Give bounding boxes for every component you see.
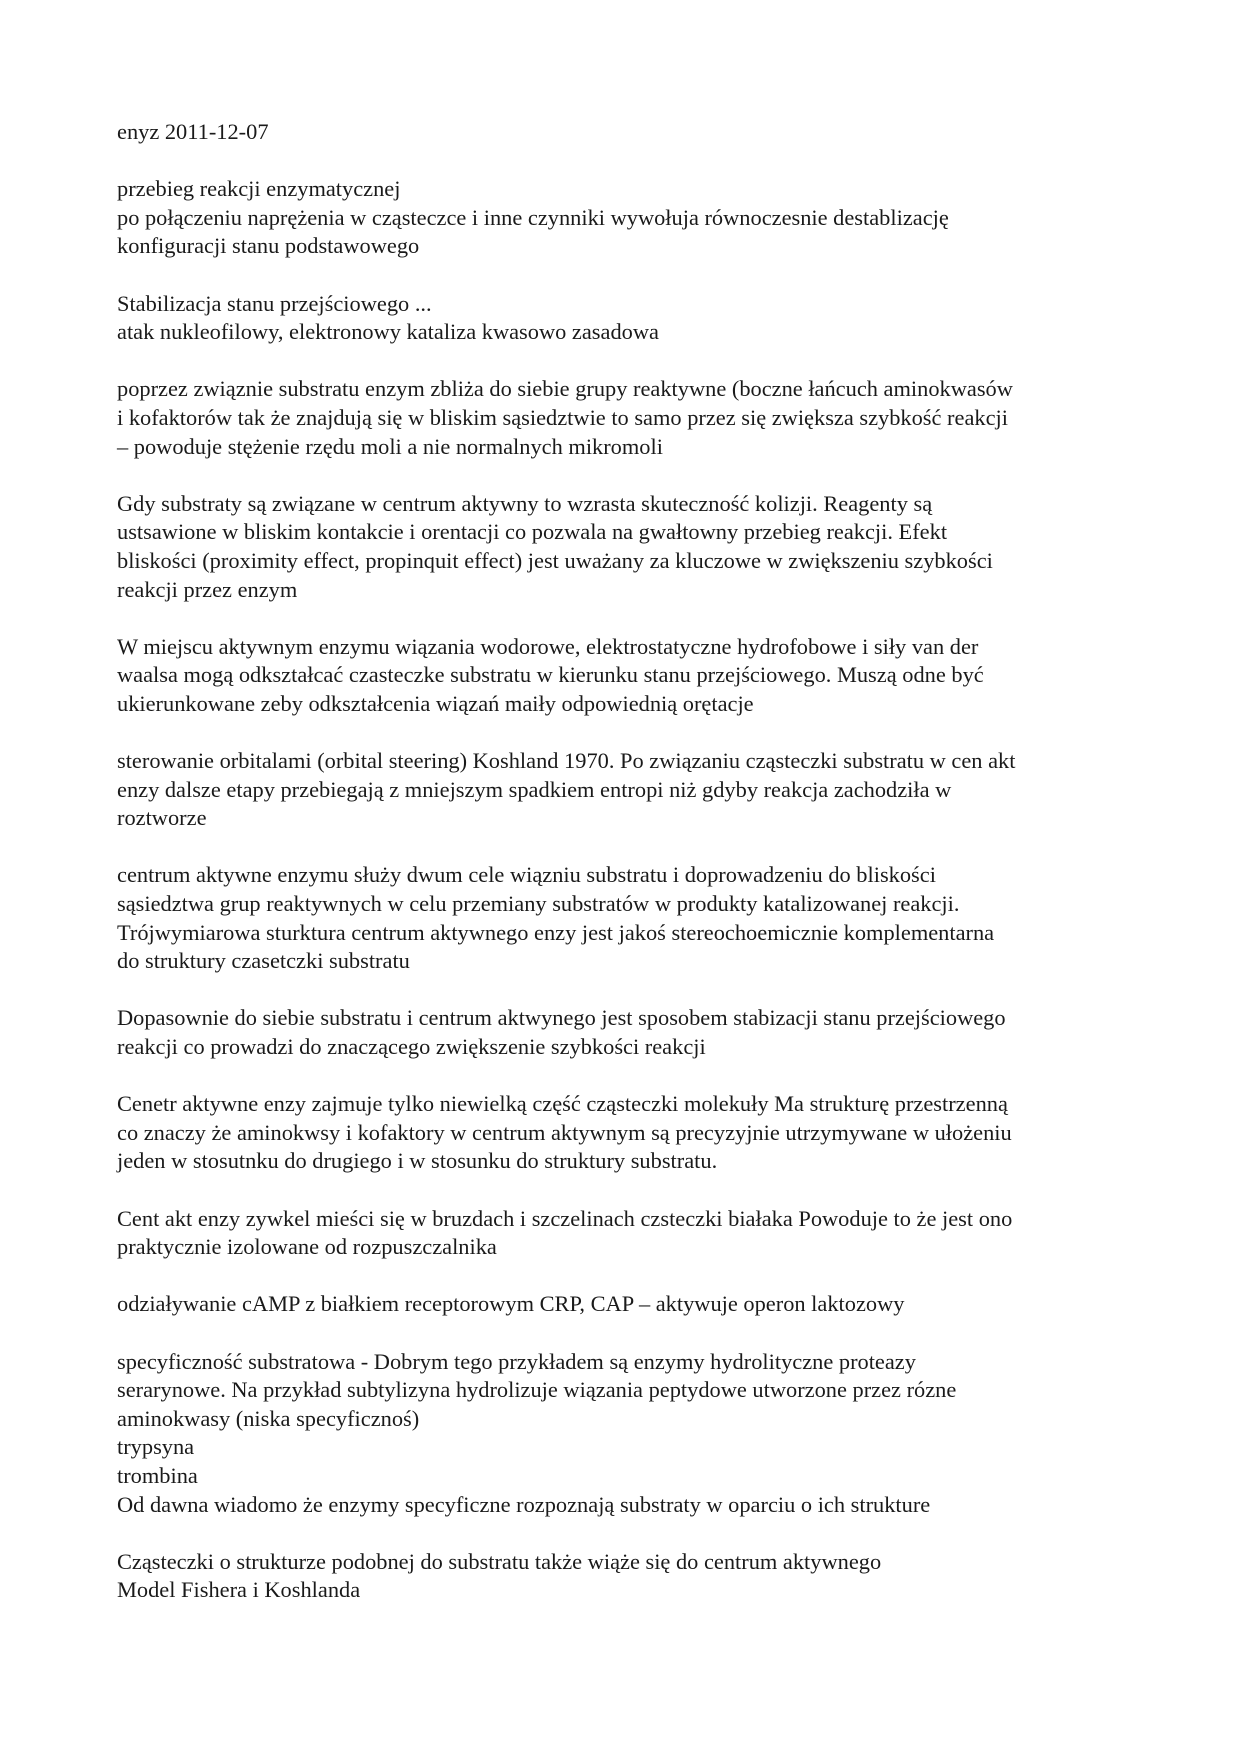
text-line: jeden w stosutnku do drugiego i w stosunku do struktury substratu. xyxy=(117,1148,718,1174)
text-line: Model Fishera i Koshlanda xyxy=(117,1577,361,1603)
text-line: co znaczy że aminokwsy i kofaktory w centrum aktywnym są precyzyjnie utrzymywane w ułożeniu xyxy=(117,1119,1012,1145)
text-line: Stabilizacja stanu przejściowego ... xyxy=(117,290,432,316)
text-line: roztworze xyxy=(117,805,207,831)
paragraph xyxy=(117,1290,1137,1319)
text-line: odziaływanie cAMP z białkiem receptorowym CRP, CAP – aktywuje operon laktozowy xyxy=(117,1291,905,1317)
text-line: Cent akt enzy zywkel mieści się w bruzdach i szczelinach czsteczki białaka Powoduje to że jest ono xyxy=(117,1205,1013,1231)
text-line: sąsiedztwa grup reaktywnych w celu przemiany substratów w produkty katalizowanej reakcji. xyxy=(117,891,960,917)
text-line: Cenetr aktywne enzy zajmuje tylko niewielką część cząsteczki molekuły Ma strukturę przestrzenną xyxy=(117,1091,1008,1117)
text-line: po połączeniu naprężenia w cząsteczce i inne czynniki wywołuja równoczesnie destablizację xyxy=(117,204,949,230)
text-line: reakcji przez enzym xyxy=(117,576,298,602)
text-line: Trójwymiarowa sturktura centrum aktywnego enzy jest jakoś stereochoemicznie komplementarna xyxy=(117,919,995,945)
text-line: praktycznie izolowane od rozpuszczalnika xyxy=(117,1234,497,1260)
paragraph xyxy=(117,375,1137,461)
text-line: do struktury czasetczki substratu xyxy=(117,948,410,974)
text-line: bliskości (proximity effect, propinquit effect) jest uważany za kluczowe w zwiększeniu szybkości xyxy=(117,547,993,573)
text-line: serarynowe. Na przykład subtylizyna hydrolizuje wiązania peptydowe utworzone przez rózne xyxy=(117,1377,957,1403)
paragraph xyxy=(117,1348,1137,1520)
text-line: sterowanie orbitalami (orbital steering) Koshland 1970. Po związaniu cząsteczki substratu w cen akt xyxy=(117,748,1016,774)
text-line: aminokwasy (niska specyficznoś) xyxy=(117,1405,420,1431)
text-line: Dopasownie do siebie substratu i centrum aktwynego jest sposobem stabizacji stanu przejściowego xyxy=(117,1005,1006,1031)
paragraph xyxy=(117,1004,1137,1061)
paragraph xyxy=(117,633,1137,719)
text-line: specyficzność substratowa - Dobrym tego przykładem są enzymy hydrolityczne proteazy xyxy=(117,1348,916,1374)
text-line: i kofaktorów tak że znajdują się w bliskim sąsiedztwie to samo przez się zwiększa szybkość reakcji xyxy=(117,404,1008,430)
header-line: enyz 2011-12-07 xyxy=(117,119,269,144)
paragraph xyxy=(117,290,1137,347)
text-line: W miejscu aktywnym enzymu wiązania wodorowe, elektrostatyczne hydrofobowe i siły van der xyxy=(117,633,979,659)
text-line: – powoduje stężenie rzędu moli a nie normalnych mikromoli xyxy=(117,433,663,459)
paragraph xyxy=(117,1548,1137,1605)
document-header xyxy=(117,118,1137,147)
text-line: Cząsteczki o strukturze podobnej do substratu także wiąże się do centrum aktywnego xyxy=(117,1548,882,1574)
paragraph xyxy=(117,1205,1137,1262)
text-line: waalsa mogą odkształcać czasteczke substratu w kierunku stanu przejściowego. Muszą odne być xyxy=(117,662,984,688)
paragraph-list xyxy=(117,175,1137,1605)
text-line: centrum aktywne enzymu służy dwum cele wiązniu substratu i doprowadzeniu do bliskości xyxy=(117,862,936,888)
text-line: Od dawna wiadomo że enzymy specyficzne rozpoznają substraty w oparciu o ich strukture xyxy=(117,1491,931,1517)
text-line: trypsyna xyxy=(117,1434,195,1460)
text-line: atak nukleofilowy, elektronowy kataliza kwasowo zasadowa xyxy=(117,319,659,345)
paragraph xyxy=(117,861,1137,975)
text-line: ukierunkowane zeby odkształcenia wiązań maiły odpowiednią orętacje xyxy=(117,690,754,716)
text-line: przebieg reakcji enzymatycznej xyxy=(117,176,401,202)
document-page xyxy=(117,118,1137,1633)
text-line: Gdy substraty są związane w centrum aktywny to wzrasta skuteczność kolizji. Reagenty są xyxy=(117,490,933,516)
paragraph xyxy=(117,175,1137,261)
paragraph xyxy=(117,747,1137,833)
text-line: ustsawione w bliskim kontakcie i orentacji co pozwala na gwałtowny przebieg reakcji. Efekt xyxy=(117,519,948,545)
text-line: trombina xyxy=(117,1462,198,1488)
paragraph xyxy=(117,1090,1137,1176)
text-line: reakcji co prowadzi do znaczącego zwiększenie szybkości reakcji xyxy=(117,1034,706,1059)
text-line: konfiguracji stanu podstawowego xyxy=(117,233,420,259)
paragraph xyxy=(117,490,1137,604)
text-line: enzy dalsze etapy przebiegają z mniejszym spadkiem entropi niż gdyby reakcja zachodziła w xyxy=(117,776,952,802)
text-line: poprzez związnie substratu enzym zbliża do siebie grupy reaktywne (boczne łańcuch aminokwasów xyxy=(117,376,1013,402)
